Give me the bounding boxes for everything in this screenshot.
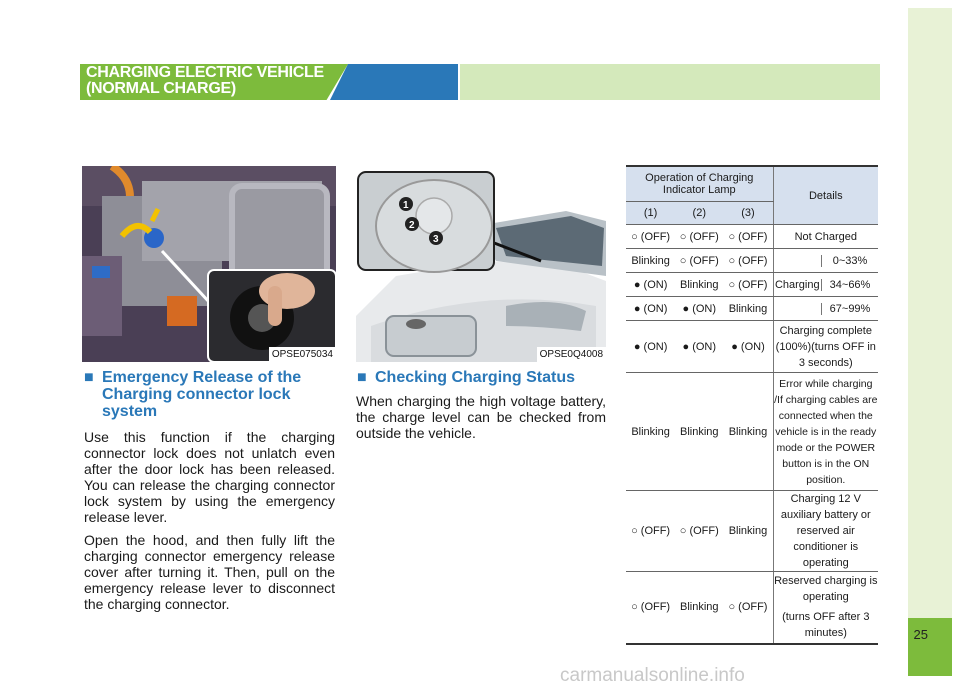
table-cell: Blinking xyxy=(675,273,723,297)
header-accent xyxy=(330,64,458,100)
middle-image-label: OPSE0Q4008 xyxy=(537,347,606,362)
car-front-photo xyxy=(356,166,606,362)
table-cell: ● (ON) xyxy=(626,297,675,321)
callout-2: 2 xyxy=(409,220,415,231)
table-cell: ● (ON) xyxy=(675,321,723,373)
table-row xyxy=(626,297,878,321)
emergency-release-body xyxy=(84,429,335,619)
table-col-2: (2) xyxy=(675,202,723,225)
table-cell: ○ (OFF) xyxy=(675,491,723,572)
table-cell: Charging complete (100%)(turns OFF in 3 seconds) xyxy=(773,321,878,373)
section-header-line2: (NORMAL CHARGE) xyxy=(86,80,236,97)
table-cell xyxy=(773,249,878,273)
table-cell: ○ (OFF) xyxy=(723,225,773,249)
table-cell: Charging 12 V auxiliary battery or reserved air conditioner is operating xyxy=(773,491,878,572)
table-col-3: (3) xyxy=(723,202,773,225)
table-cell: Blinking xyxy=(723,297,773,321)
table-cell: ○ (OFF) xyxy=(723,572,773,644)
table-cell: ● (ON) xyxy=(626,321,675,373)
callout-1: 1 xyxy=(403,200,409,211)
checking-status-heading xyxy=(357,369,607,386)
table-row xyxy=(626,249,878,273)
side-tab xyxy=(908,8,952,618)
table-header-operation: Operation of Charging Indicator Lamp xyxy=(626,166,773,202)
table-cell xyxy=(773,297,878,321)
table-row xyxy=(626,491,878,572)
left-image-label: OPSE075034 xyxy=(269,347,336,362)
table-cell: ○ (OFF) xyxy=(723,273,773,297)
heading-square-icon: ■ xyxy=(357,369,367,386)
checking-status-title: Checking Charging Status xyxy=(375,369,576,386)
emergency-release-photo xyxy=(82,166,336,362)
table-cell: 34~66% xyxy=(821,279,878,291)
table-cell: Blinking xyxy=(675,373,723,491)
table-cell: ○ (OFF) xyxy=(723,249,773,273)
header-band xyxy=(460,64,880,100)
table-cell: 67~99% xyxy=(821,303,878,315)
table-row xyxy=(626,225,878,249)
section-header-line1: CHARGING ELECTRIC VEHICLE xyxy=(86,64,324,81)
table-row xyxy=(626,572,878,644)
reserved-charging-note: (turns OFF after 3 minutes) xyxy=(782,611,870,640)
reserved-charging-text: Reserved charging is operating xyxy=(774,575,878,604)
table-cell: ● (ON) xyxy=(675,297,723,321)
emergency-release-heading xyxy=(84,369,334,420)
table-cell: Blinking xyxy=(626,373,675,491)
table-row xyxy=(626,273,878,297)
table-cell: Not Charged xyxy=(773,225,878,249)
table-cell: ○ (OFF) xyxy=(626,572,675,644)
table-cell: ○ (OFF) xyxy=(626,225,675,249)
table-col-1: (1) xyxy=(626,202,675,225)
table-cell: Error while charging /If charging cables are connected when the vehicle is in the ready mode or the POWER button is in the ON position. xyxy=(773,373,878,491)
emergency-release-title: Emergency Release of the Charging connector lock system xyxy=(102,369,302,420)
table-cell: Blinking xyxy=(675,572,723,644)
table-cell: ○ (OFF) xyxy=(626,491,675,572)
table-cell: Blinking xyxy=(723,373,773,491)
table-cell: ○ (OFF) xyxy=(675,225,723,249)
table-header-details: Details xyxy=(773,166,878,225)
table-cell: Blinking xyxy=(626,249,675,273)
table-cell xyxy=(773,572,878,644)
checking-status-body xyxy=(356,393,606,448)
table-cell: ● (ON) xyxy=(723,321,773,373)
heading-square-icon: ■ xyxy=(84,369,94,386)
car-hood-illustration xyxy=(356,166,606,362)
watermark: carmanualsonline.info xyxy=(560,665,745,686)
table-spacer xyxy=(774,303,821,315)
section-header xyxy=(86,65,324,97)
callout-3: 3 xyxy=(433,234,439,245)
checking-status-para1: When charging the high voltage battery, the charge level can be checked from outside the vehicle. xyxy=(356,393,606,441)
table-cell: 0~33% xyxy=(821,255,878,267)
table-cell xyxy=(773,273,878,297)
table-spacer xyxy=(774,255,821,267)
emergency-release-para1: Use this function if the charging connector lock does not unlatch even after the door lock has been released. You can release the charging connector lock system by using the emergency release lever. xyxy=(84,429,335,525)
charging-label: Charging xyxy=(774,278,820,291)
table-cell: ● (ON) xyxy=(626,273,675,297)
table-cell: ○ (OFF) xyxy=(675,249,723,273)
page-number: 25 xyxy=(913,627,928,642)
table-row xyxy=(626,321,878,373)
engine-bay-illustration xyxy=(82,166,336,362)
indicator-status-table xyxy=(626,165,878,645)
table-cell: Blinking xyxy=(723,491,773,572)
emergency-release-para2: Open the hood, and then fully lift the charging connector emergency release cover after turning it. Then, pull on the emergency release lever to disconnect the charging connector. xyxy=(84,532,335,612)
table-row xyxy=(626,373,878,491)
